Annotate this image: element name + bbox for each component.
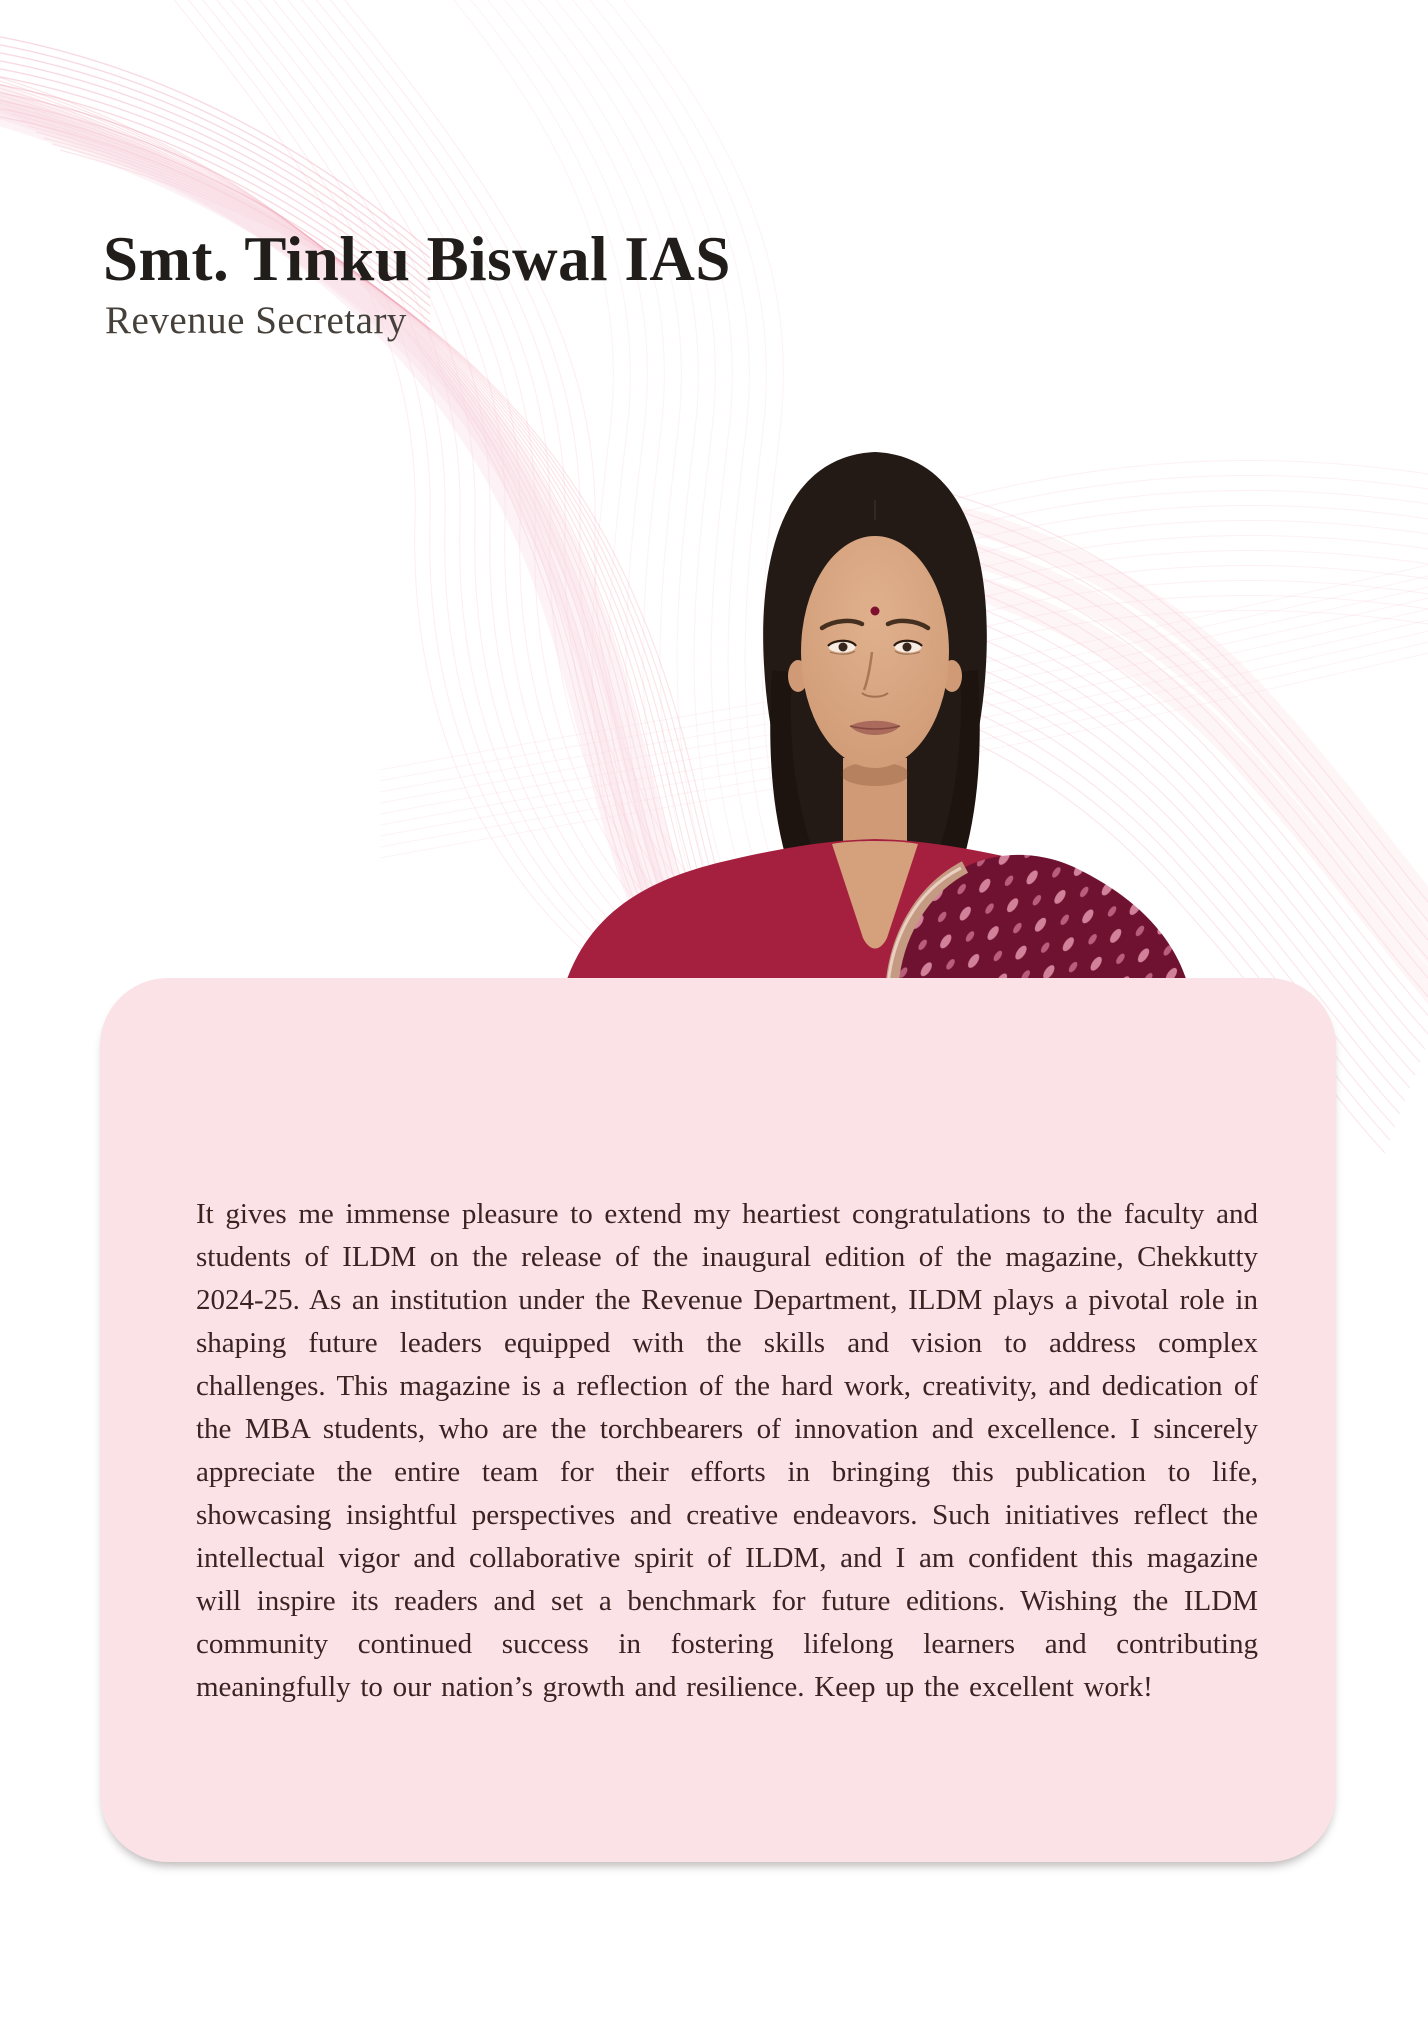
bindi: [871, 607, 880, 616]
page-title: Smt. Tinku Biswal IAS: [103, 224, 731, 294]
message-text: It gives me immense pleasure to extend my heartiest congratulations to the faculty and students of ILDM on the release of the inaugural edition of the magazine, Chekkutty 2024-25. As an institution under the Revenue Department, ILDM plays a pivotal role in shaping future leaders equipped with the skills and vision to address complex challenges. This magazine is a reflection of the hard work, creativity, and dedication of the MBA students, who are the torchbearers of innovation and excellence. I sincerely appreciate the entire team for their efforts in bringing this publication to life, showcasing insightful perspectives and creative endeavors. Such initiatives reflect the intellectual vigor and collaborative spirit of ILDM, and I am confident this magazine will inspire its readers and set a benchmark for future editions. Wishing the ILDM community continued success in fostering lifelong learners and contributing meaningfully to our nation’s growth and resilience. Keep up the excellent work!: [196, 1198, 1258, 1703]
header: [103, 226, 731, 343]
person-designation: Revenue Secretary: [105, 299, 407, 343]
portrait-photo: [540, 440, 1210, 985]
message-card: [100, 978, 1336, 1862]
